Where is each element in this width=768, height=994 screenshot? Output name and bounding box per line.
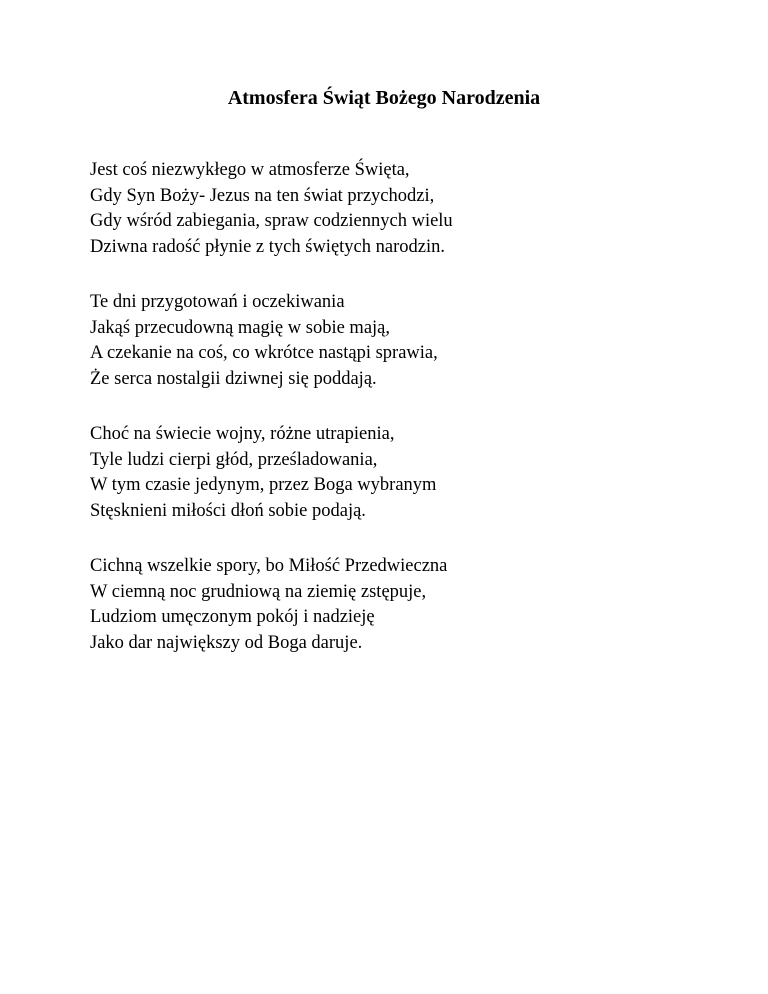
poem-line: A czekanie na coś, co wkrótce nastąpi sprawia, [90,343,438,363]
poem-line: Stęsknieni miłości dłoń sobie podają. [90,500,366,521]
poem-line: Gdy Syn Boży- Jezus na ten świat przychodzi, [90,185,435,206]
poem-line: Jakąś przecudowną magię w sobie mają, [90,317,391,338]
poem-line: Jest coś niezwykłego w atmosferze Święta, [90,160,410,180]
poem-line: W tym czasie jedynym, przez Boga wybranym [90,475,437,495]
poem-line: Dziwna radość płynie z tych świętych narodzin. [90,236,445,257]
poem-line: Tyle ludzi cierpi głód, prześladowania, [90,449,378,470]
poem-line: Gdy wśród zabiegania, spraw codziennych wielu [90,211,453,231]
poem-line: Ludziom umęczonym pokój i nadzieję [90,607,375,627]
poem-line: Cichną wszelkie spory, bo Miłość Przedwieczna [90,556,448,576]
poem-line: Te dni przygotowań i oczekiwania [90,292,345,312]
stanza-4 [90,554,730,656]
poem-title: Atmosfera Świąt Bożego Narodzenia [227,87,541,109]
stanza-3 [90,422,730,524]
poem-line: Jako dar największy od Boga daruje. [90,632,363,653]
stanza-1 [90,158,730,260]
poem-line: Choć na świecie wojny, różne utrapienia, [90,424,395,444]
poem-line: Że serca nostalgii dziwnej się poddają. [90,368,377,389]
poem-line: W ciemną noc grudniową na ziemię zstępuje, [90,581,427,602]
stanza-2 [90,290,730,392]
poem-body [90,158,730,686]
